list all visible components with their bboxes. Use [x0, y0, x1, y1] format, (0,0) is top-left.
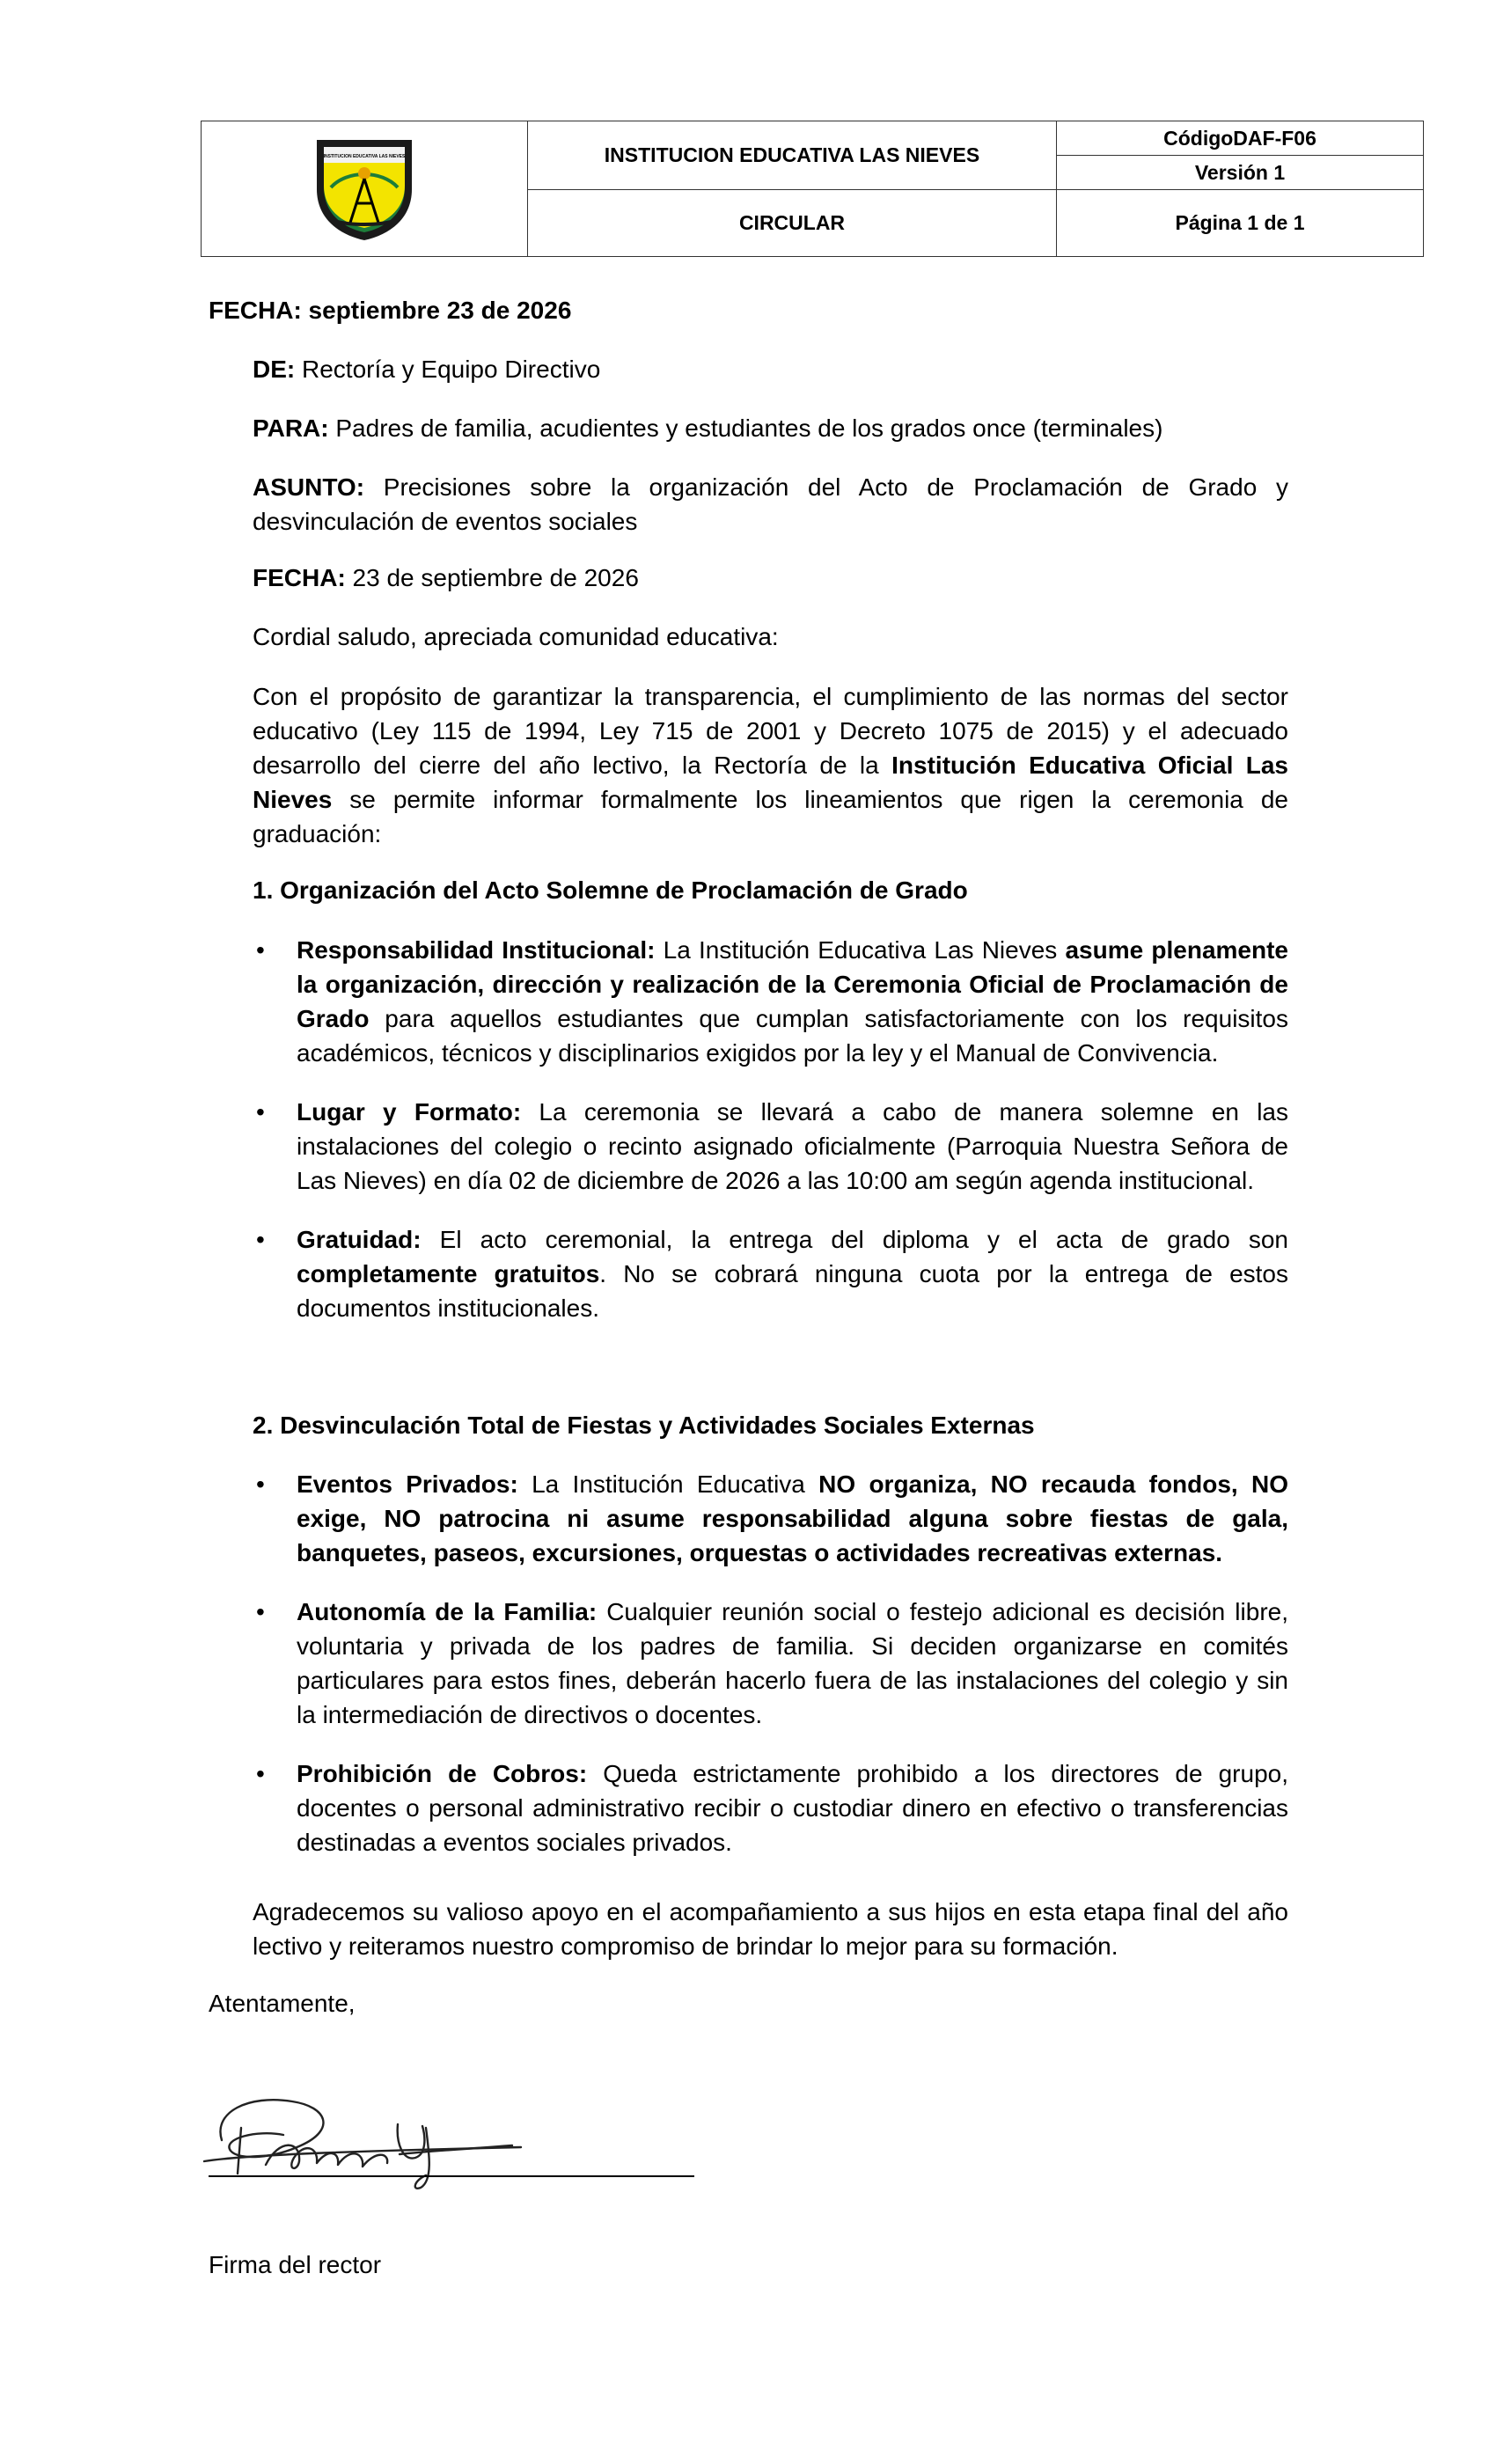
subject-label: ASUNTO:	[253, 473, 365, 501]
intro-text-1: Con el propósito de garantizar la transparencia, el cumplimiento de las normas del sector educativo (Ley 115 de 1994, Ley 715 de 2001 y Decreto 1075 de 2015) y el adecuado desarrollo del cierre del año lectivo, la Rectoría de la	[253, 683, 1288, 779]
item-label: Prohibición de Cobros:	[297, 1760, 588, 1787]
list-item	[253, 1222, 1288, 1325]
item-label: Eventos Privados:	[297, 1470, 518, 1498]
from-label: DE:	[253, 356, 296, 383]
document-code: CódigoDAF-F06	[1057, 121, 1424, 156]
item-emphasis: asume plenamente la organización, dirección y realización de la Ceremonia Oficial de Proclamación de Grado	[297, 936, 1288, 1032]
item-label: Autonomía de la Familia:	[297, 1598, 598, 1625]
school-crest-logo	[312, 135, 417, 244]
bullet: •	[256, 1098, 265, 1126]
section-2-title: 2. Desvinculación Total de Fiestas y Actividades Sociales Externas	[253, 1412, 1035, 1439]
item-text: La ceremonia se llevará a cabo de manera solemne en las instalaciones del colegio o recinto asignado oficialmente (Parroquia Nuestra Señora de Las Nieves) en día 02 de diciembre de 2026 a las 10:00 am según agenda institucional.	[297, 1098, 1289, 1194]
list-item	[253, 1467, 1288, 1570]
subject-value: Precisiones sobre la organización del Acto de Proclamación de Grado y desvinculación de eventos sociales	[253, 473, 1288, 535]
bullet: •	[256, 1760, 265, 1787]
to-line	[253, 411, 1288, 445]
list-item	[253, 1095, 1288, 1198]
rector-signature	[195, 2077, 539, 2191]
item-text: Cualquier reunión social o festejo adicional es decisión libre, voluntaria y privada de los padres de familia. Si deciden organizarse en comités particulares para estos fines, deberán hacerlo fuera de las instalaciones del colegio y sin la intermediación de directivos o docentes.	[297, 1598, 1288, 1728]
list-item	[253, 1595, 1288, 1732]
item-text: . No se cobrará ninguna cuota por la entrega de estos documentos institucionales.	[297, 1260, 1288, 1322]
bullet: •	[256, 1470, 265, 1498]
page-number-cell: Página 1 de 1	[1057, 190, 1424, 257]
bullet: •	[256, 936, 265, 964]
closing-paragraph: Agradecemos su valioso apoyo en el acompañamiento a sus hijos en esta etapa final del año lectivo y reiteramos nuestro compromiso de brindar lo mejor para su formación.	[253, 1898, 1288, 1960]
section-1-title: 1. Organización del Acto Solemne de Proclamación de Grado	[253, 876, 968, 904]
from-value: Rectoría y Equipo Directivo	[295, 356, 601, 383]
intro-institution-name: Institución Educativa Oficial Las Nieves	[253, 752, 1289, 813]
item-text: El acto ceremonial, la entrega del diploma y el acta de grado son	[421, 1226, 1288, 1253]
to-label: PARA:	[253, 414, 329, 442]
item-text: La Institución Educativa	[517, 1470, 819, 1498]
document-version: Versión 1	[1057, 156, 1424, 190]
institution-name-cell: INSTITUCION EDUCATIVA LAS NIEVES	[528, 121, 1057, 190]
item-label: Responsabilidad Institucional:	[297, 936, 656, 964]
date-line	[253, 561, 1288, 595]
document-header-table	[201, 121, 1424, 257]
section-2-list	[253, 1467, 1288, 1859]
from-line	[253, 352, 1288, 386]
item-label: Lugar y Formato:	[297, 1098, 522, 1126]
intro-paragraph	[253, 679, 1288, 851]
bullet: •	[256, 1598, 265, 1625]
date-value: 23 de septiembre de 2026	[345, 564, 639, 591]
intro-text-2: se permite informar formalmente los lineamientos que rigen la ceremonia de graduación:	[253, 786, 1288, 847]
item-emphasis: NO organiza, NO recauda fondos, NO exige, NO patrocina ni asume responsabilidad alguna sobre fiestas de gala, banquetes, paseos, excursiones, orquestas o actividades recreativas externas.	[297, 1470, 1288, 1566]
item-text: La Institución Educativa Las Nieves	[655, 936, 1066, 964]
to-value: Padres de familia, acudientes y estudiantes de los grados once (terminales)	[328, 414, 1163, 442]
date-label: FECHA:	[253, 564, 346, 591]
item-text: Queda estrictamente prohibido a los directores de grupo, docentes o personal administrativo recibir o custodiar dinero en efectivo o transferencias destinadas a eventos sociales privados.	[297, 1760, 1288, 1856]
svg-text:INSTITUCION EDUCATIVA LAS NIEV: INSTITUCION EDUCATIVA LAS NIEVES	[323, 153, 406, 159]
document-type-cell: CIRCULAR	[528, 190, 1057, 257]
sign-off: Atentamente,	[209, 1990, 356, 2017]
greeting: Cordial saludo, apreciada comunidad educativa:	[253, 623, 779, 650]
subject-line	[253, 470, 1288, 539]
item-emphasis: completamente gratuitos	[297, 1260, 600, 1287]
section-1-list	[253, 933, 1288, 1325]
signature-line	[209, 2175, 694, 2177]
item-label: Gratuidad:	[297, 1226, 422, 1253]
logo-cell	[202, 121, 528, 257]
bullet: •	[256, 1226, 265, 1253]
signature-caption: Firma del rector	[209, 2251, 382, 2278]
list-item	[253, 933, 1288, 1070]
list-item	[253, 1756, 1288, 1859]
item-text: para aquellos estudiantes que cumplan satisfactoriamente con los requisitos académicos, técnicos y disciplinarios exigidos por la ley y el Manual de Convivencia.	[297, 1005, 1288, 1067]
top-date: FECHA: septiembre 23 de 2026	[209, 297, 572, 324]
